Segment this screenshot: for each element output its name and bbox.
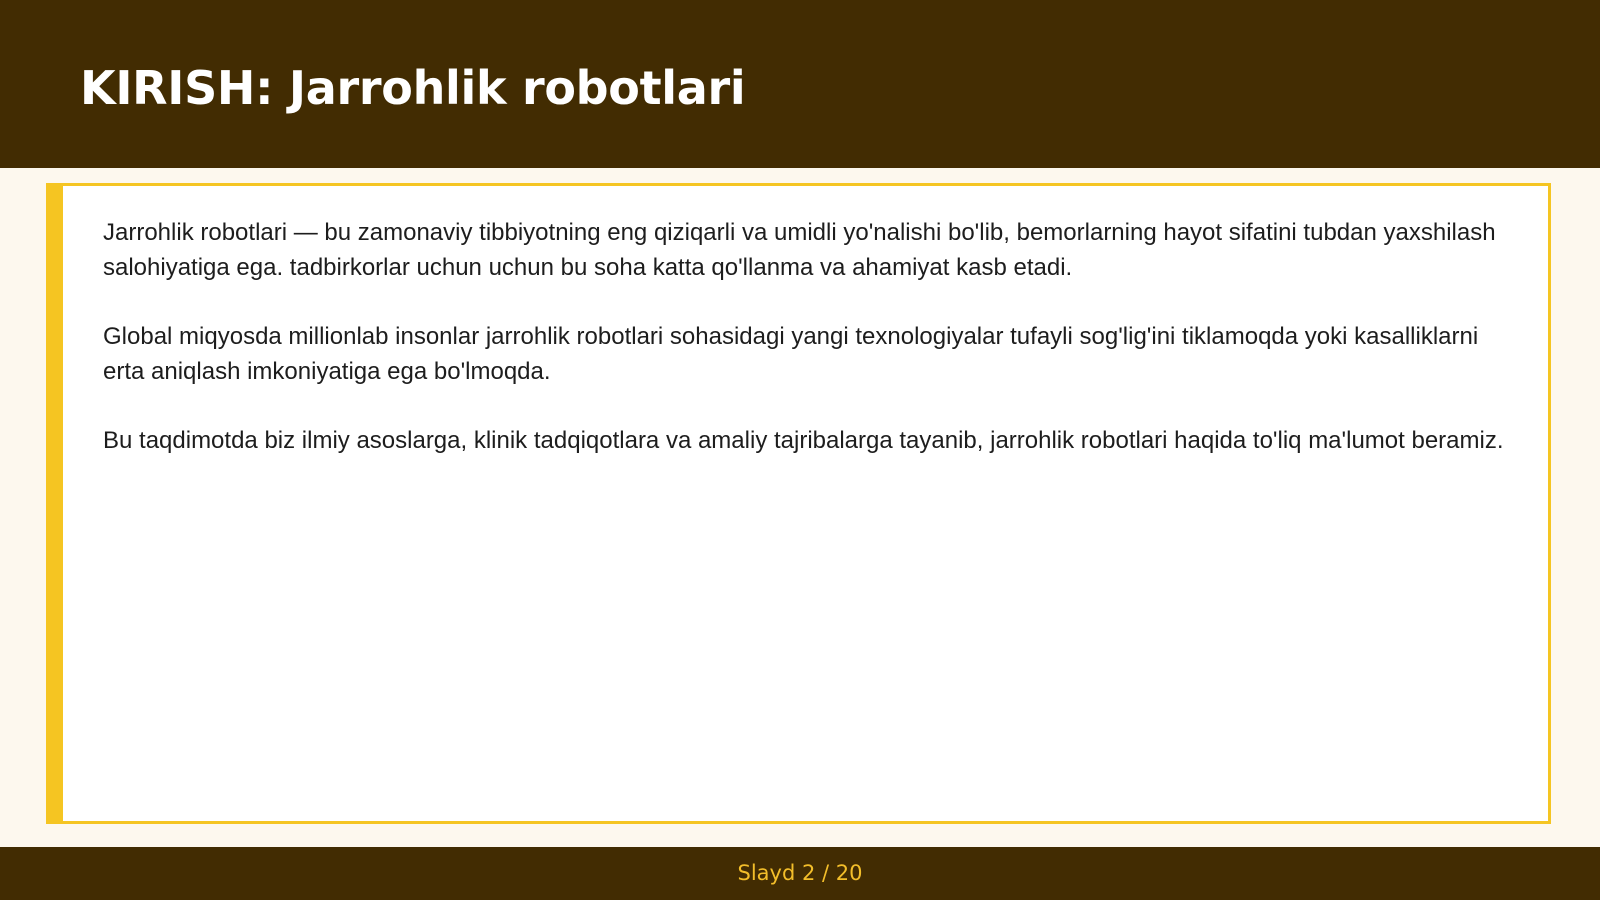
slide-header [0,0,1600,168]
slide-body [103,215,1523,492]
slide-footer [0,847,1600,900]
content-card [46,183,1551,824]
slide-title: KIRISH: Jarrohlik robotlari [80,61,746,115]
slide-counter: Slayd 2 / 20 [737,861,863,885]
body-paragraph-2: Global miqyosda millionlab insonlar jarrohlik robotlari sohasidagi yangi texnologiyalar tufayli sog'lig'ini tiklamoqda yoki kasalliklarni erta aniqlash imkoniyatiga ega bo'lmoqda. [103,323,1479,385]
body-paragraph-1: Jarrohlik robotlari — bu zamonaviy tibbiyotning eng qiziqarli va umidli yo'nalishi bo'lib, bemorlarning hayot sifatini tubdan yaxshilash salohiyatiga ega. tadbirkorlar uchun uchun bu soha katta qo'llanma va ahamiyat kasb etadi. [103,219,1496,281]
body-paragraph-3: Bu taqdimotda biz ilmiy asoslarga, klinik tadqiqotlara va amaliy tajribalarga tayanib, jarrohlik robotlari haqida to'liq ma'lumot beramiz. [103,427,1504,454]
